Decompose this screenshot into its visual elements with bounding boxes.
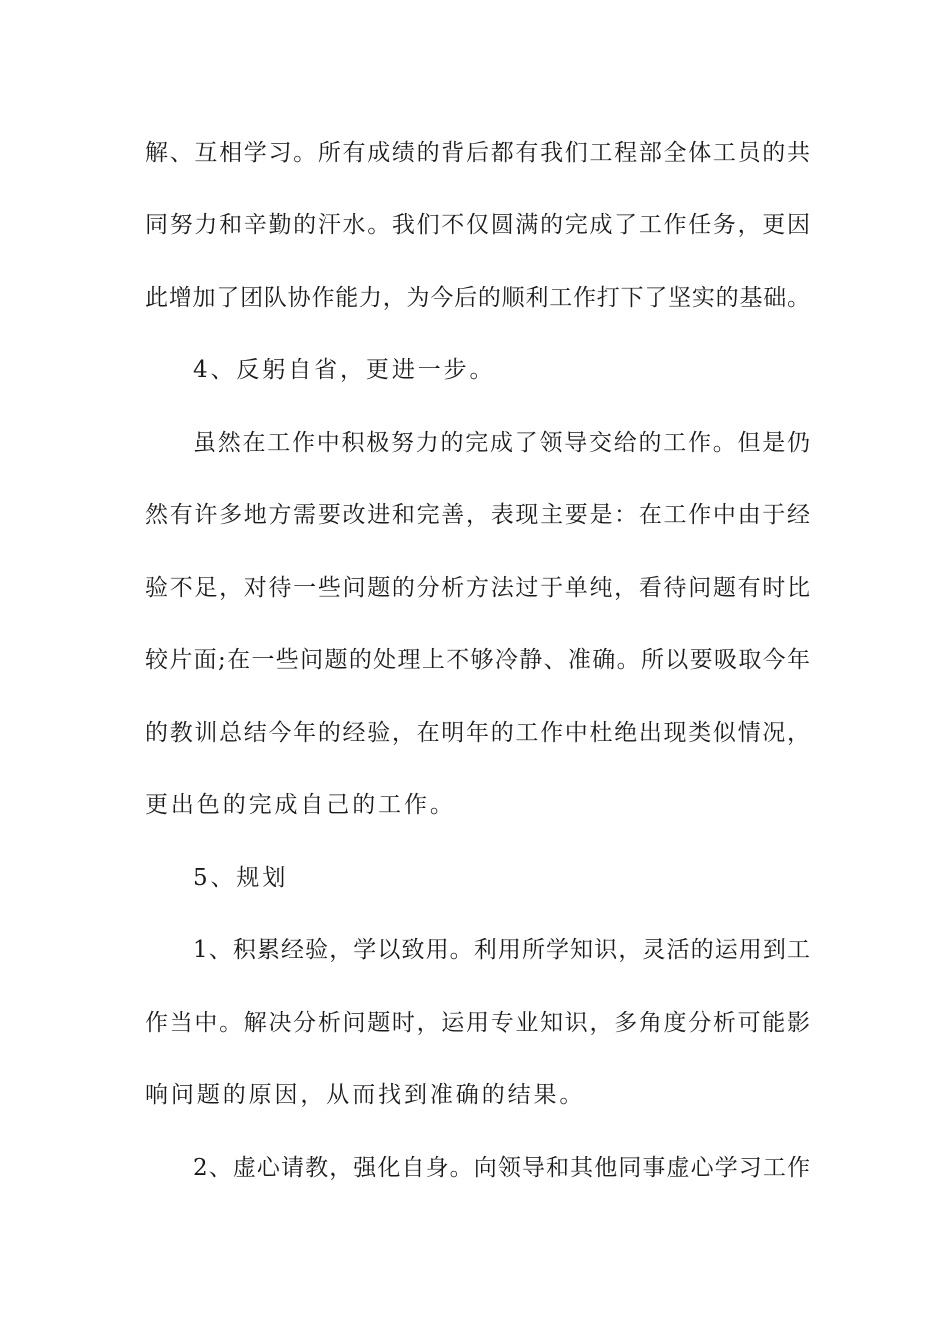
paragraph-line: 的教训总结今年的经验，在明年的工作中杜绝出现类似情况， (145, 720, 810, 746)
paragraph-line: 验不足，对待一些问题的分析方法过于单纯，看待问题有时比 (145, 575, 810, 601)
paragraph-line: 1、积累经验，学以致用。利用所学知识，灵活的运用到工 (193, 937, 810, 963)
paragraph-line: 解、互相学习。所有成绩的背后都有我们工程部全体工员的共 (145, 140, 810, 166)
section-heading: 4、反躬自省，更进一步。 (193, 357, 496, 383)
paragraph-line: 较片面;在一些问题的处理上不够冷静、准确。所以要吸取今年 (145, 647, 810, 673)
section-heading: 5、规划 (193, 865, 289, 891)
paragraph-line: 此增加了团队协作能力，为今后的顺利工作打下了坚实的基础。 (145, 285, 810, 311)
paragraph-line: 2、虚心请教，强化自身。向领导和其他同事虚心学习工作 (193, 1155, 810, 1181)
paragraph-line: 虽然在工作中积极努力的完成了领导交给的工作。但是仍 (193, 430, 810, 456)
paragraph-line: 同努力和辛勤的汗水。我们不仅圆满的完成了工作任务，更因 (145, 212, 810, 238)
paragraph-line: 响问题的原因，从而找到准确的结果。 (145, 1082, 586, 1108)
paragraph-line: 然有许多地方需要改进和完善，表现主要是：在工作中由于经 (145, 502, 810, 528)
paragraph-line: 更出色的完成自己的工作。 (145, 792, 456, 818)
paragraph-line: 作当中。解决分析问题时，运用专业知识，多角度分析可能影 (145, 1010, 810, 1036)
